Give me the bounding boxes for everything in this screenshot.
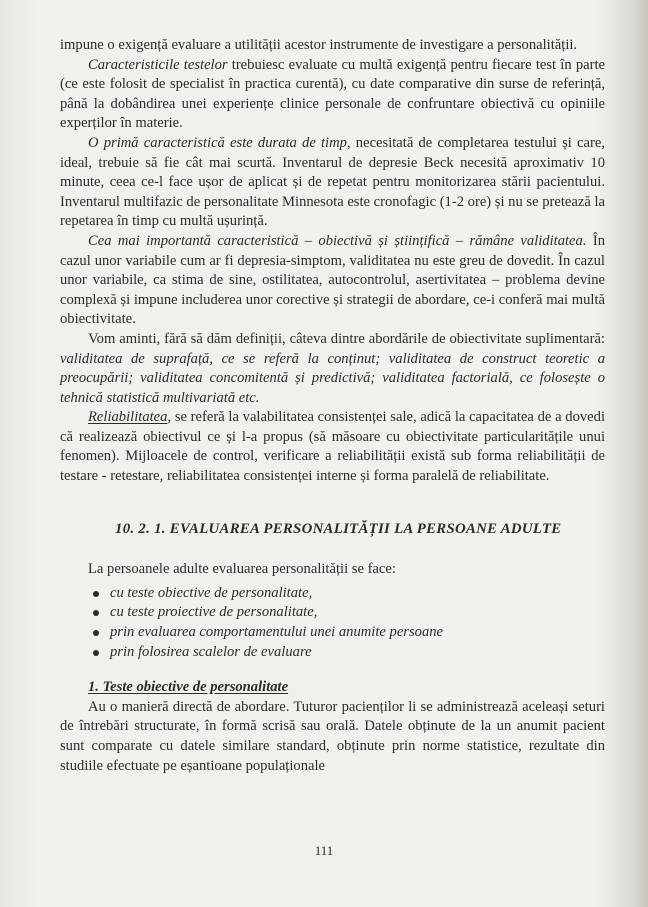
paragraph-characteristics	[60, 56, 605, 134]
list-item: cu teste proiective de personalitate,	[92, 603, 605, 623]
paragraph-validity	[60, 232, 605, 330]
intro-line: La persoanele adulte evaluarea personalității se face:	[88, 561, 396, 578]
list-item: prin folosirea scalelor de evaluare	[92, 643, 605, 663]
section-heading: 10. 2. 1. EVALUAREA PERSONALITĂȚII LA PERSOANE ADULTE	[115, 520, 562, 537]
term-reliability: Reliabilitatea	[88, 409, 168, 426]
page-text	[60, 36, 605, 776]
subsection-heading	[60, 678, 605, 698]
paragraph-text: trebuiesc evaluate cu multă exigență pentru fiecare test în parte (ce este folosit de specialist în practica curentă), cu date comparative din surse de referință, până la dobândirea unei experiențe clinice personale de confruntare obiectivă cu opiniile experților în materie.	[60, 56, 605, 132]
bullet-list	[60, 584, 605, 662]
paragraph-objective-tests: Au o manieră directă de abordare. Tuturor pacienților li se administrează aceleași seturi de întrebări structurate, în formă scrisă sau orală. Datele obținute de la un anumit pacient sunt comparate cu datele similare standard, obținute prin norme statistice, rezultate din studiile efectuate pe eșantioane populaționale	[60, 698, 605, 774]
term-duration: O primă caracteristică este durata de timp	[88, 134, 347, 151]
paragraph-text: În cazul unor variabile cum ar fi depresia-simptom, validitatea nu este greu de dovedit. În cazul unor variabile, ca stima de sine, ostilitatea, autocontrolul, asertivitatea – problema devine complexă și impune includerea unor corective și strategii de abordare, ce-i conferă mai multă obiectivitate.	[60, 232, 605, 328]
paragraph-objectivity	[60, 330, 605, 408]
paragraph-reliability	[60, 408, 605, 486]
subsection-heading-text: 1. Teste obiective de personalitate	[88, 679, 289, 696]
paragraph-duration	[60, 134, 605, 232]
paragraph-continuation: impune o exigență evaluare a utilității acestor instrumente de investigare a personalității.	[60, 37, 578, 53]
term-characteristics: Caracteristicile testelor	[88, 56, 228, 73]
paragraph-text: Vom aminti, fără să dăm definiții, câteva dintre abordările de obiectivitate suplimentară:	[88, 330, 605, 347]
list-item: cu teste obiective de personalitate,	[92, 584, 605, 604]
term-validity: Cea mai importantă caracteristică – obiectivă și științifică – rămâne validitatea.	[88, 232, 587, 249]
paragraph-text: , necesitată de completarea testului și care, ideal, trebuie să fie cât mai scurtă. Inventarul de depresie Beck necesită aproximativ 10 minute, ceea ce-l face ușor de aplicat și de repetat pentru monitorizarea stării pacientului. Inventarul multifazic de personalitate Minnesota este cronofagic (1-2 ore) și nu se pretează la repetarea în timp cu multă ușurință.	[60, 134, 606, 230]
page-number: 111	[314, 843, 334, 858]
paragraph-text: , se referă la valabilitatea consistenței sale, adică la capacitatea de a dovedi că realizează obiectivul ce și l-a propus (să măsoare cu obiectivitate particularitățile unui fenomen). Mijloacele de control, verificare a reliabilității există sub forma reliabilității de testare - retestare, reliabilitatea consistenței interne și forma paralelă de reliabilitate.	[60, 409, 605, 485]
list-item: prin evaluarea comportamentului unei anumite persoane	[92, 623, 605, 643]
term-validity-types: validitatea de suprafață, ce se referă la conținut; validitatea de construct teoretic a preocupării; validitatea concomitentă și predictivă; validitatea factorială, ce folosește o tehnică statistică multivariată etc.	[60, 350, 605, 406]
